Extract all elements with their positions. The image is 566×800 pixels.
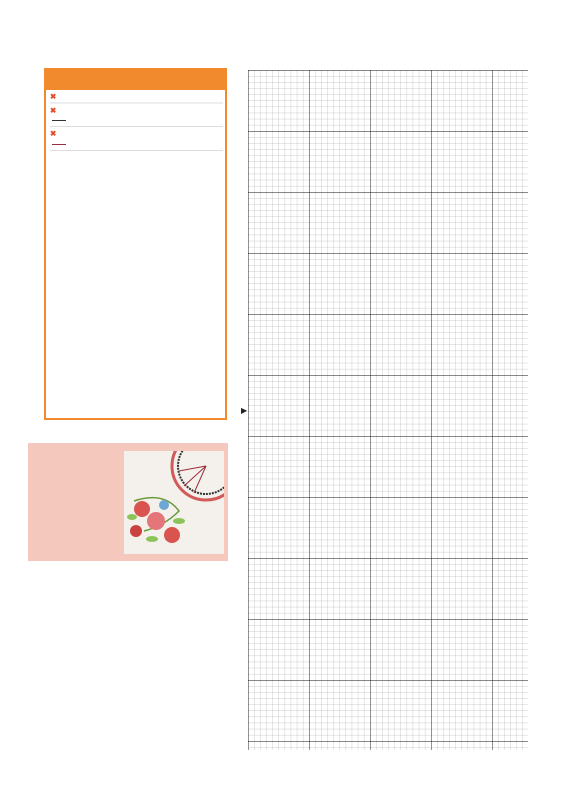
backstitch-two-label: ✖ bbox=[50, 129, 57, 139]
key-note bbox=[46, 163, 225, 169]
backstitch-one-table bbox=[50, 116, 223, 127]
backstitch-two-table bbox=[50, 139, 223, 150]
black-line-swatch bbox=[52, 120, 66, 121]
gift-tag-photo bbox=[124, 451, 224, 554]
table-row bbox=[50, 116, 223, 127]
bright-ideas-box bbox=[28, 443, 228, 561]
ruby-line-swatch bbox=[52, 144, 66, 145]
backstitch-one-label: ✖ bbox=[50, 106, 57, 115]
cross-stitch-chart bbox=[248, 70, 528, 750]
table-row bbox=[50, 139, 223, 150]
center-arrow-icon: ▶ bbox=[241, 406, 248, 415]
key-title bbox=[46, 70, 225, 90]
cross-stitch-section-label: ✖ bbox=[50, 92, 57, 101]
thread-key-panel bbox=[44, 68, 227, 420]
